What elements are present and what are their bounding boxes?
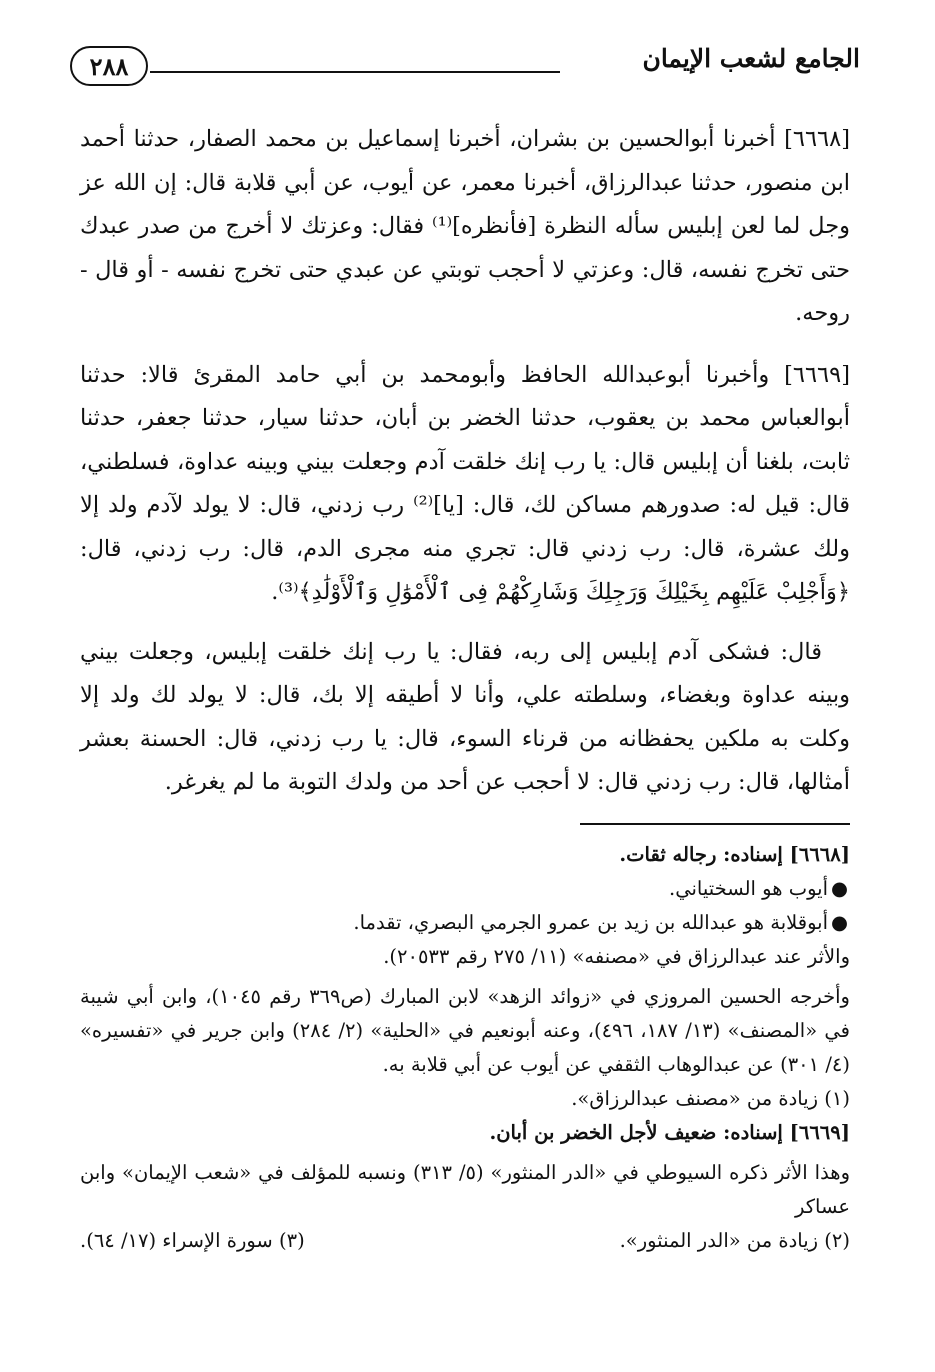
footnote-1: (١) زيادة من «مصنف عبدالرزاق». [571, 1087, 850, 1110]
footnote-6668-heading: [٦٦٦٨] إسناده: رجاله ثقات. [619, 843, 850, 866]
page-header [70, 40, 860, 110]
footnote-line: وأخرجه الحسين المروزي في «زوائد الزهد» لابن المبارك (ص٣٦٩ رقم ١٠٤٥)، وابن أبي شيبة في «المصنف» (١٣/ ١٨٧، ٤٩٦)، وعنه أبونعيم في «الحلية» (٢/ ٢٨٤) وابن جرير في «تفسيره» (٤/ ٣٠١) عن عبدالوهاب الثقفي عن أيوب عن أبي قلابة به. [80, 985, 850, 1076]
paragraph-continuation: قال: فشكى آدم إبليس إلى ربه، فقال: يا رب إنك خلقت إبليس، وجعلت بيني وبينه عداوة وبغضاء، وسلطته علي، وأنا لا أطيقه إلا بك، قال: لا يولد لك ولد إلا وكلت به ملكين يحفظانه من قرناء السوء، قال: يا رب زدني، قال: الحسنة بعشر أمثالها، قال: رب زدني قال: لا أحجب عن أحد من ولدك التوبة ما لم يغرغر. [80, 638, 850, 795]
footnote-bullet-item [80, 906, 850, 940]
footnote-bullet-item [80, 872, 850, 906]
footnote-bullet-text: أيوب هو السختياني. [669, 877, 828, 900]
book-title: الجامع لشعب الإيمان [642, 44, 860, 73]
paragraph-6668: [٦٦٦٨] أخبرنا أبوالحسين بن بشران، أخبرنا إسماعيل بن محمد الصفار، حدثنا أحمد ابن منصور، حدثنا عبدالرزاق، أخبرنا معمر، عن أيوب، عن أبي قلابة قال: إن الله عز وجل لما لعن إبليس سأله النظرة [فأنظره]⁽¹⁾ فقال: وعزتك لا أخرج من صدر عبدك حتى تخرج نفسه، قال: وعزتي لا أحجب توبتي عن عبدي حتى تخرج نفسه - أو قال - روحه. [80, 126, 850, 326]
footnote-3: (٣) سورة الإسراء (١٧/ ٦٤). [80, 1229, 305, 1252]
bullet-icon: ● [830, 877, 848, 900]
page-number: ٢٨٨ [70, 46, 148, 86]
footnote-2: (٢) زيادة من «الدر المنثور». [619, 1229, 850, 1252]
footnote-bullet-text: أبوقلابة هو عبدالله بن زيد بن عمرو الجرمي البصري، تقدما. [353, 911, 828, 934]
footnote-6669-heading: [٦٦٦٩] إسناده: ضعيف لأجل الخضر بن أبان. [489, 1121, 850, 1144]
paragraph-6669: [٦٦٦٩] وأخبرنا أبوعبدالله الحافظ وأبومحمد بن أبي حامد المقرئ قالا: حدثنا أبوالعباس محمد بن يعقوب، حدثنا الخضر بن أبان، حدثنا سيار، حدثنا جعفر، حدثنا ثابت، بلغنا أن إبليس قال: يا رب إنك خلقت آدم وجعلت بيني وبينه عداوة، فسلطني، قال: قيل له: صدورهم مساكن لك، قال: [يا]⁽²⁾ رب زدني، قال: لا يولد لآدم ولد إلا ولك عشرة، قال: رب زدني قال: تجري منه مجرى الدم، قال: رب زدني، قال: ﴿وَأَجْلِبْ عَلَيْهِم بِخَيْلِكَ وَرَجِلِكَ وَشَارِكْهُمْ فِى ٱلْأَمْوَٰلِ وَٱلْأَوْلَٰدِ﴾⁽³⁾. [80, 361, 850, 605]
footnotes [80, 838, 850, 1258]
bullet-icon: ● [830, 911, 848, 934]
footnote-line: والأثر عند عبدالرزاق في «مصنفه» (١١/ ٢٧٥ رقم ٢٠٥٣٣). [383, 945, 850, 968]
main-text [80, 118, 850, 805]
footnote-separator [580, 823, 850, 825]
header-rule [150, 71, 560, 73]
footnote-row [80, 1224, 850, 1258]
footnote-line: وهذا الأثر ذكره السيوطي في «الدر المنثور» (٥/ ٣١٣) ونسبه للمؤلف في «شعب الإيمان» وابن عساكر [80, 1161, 850, 1218]
